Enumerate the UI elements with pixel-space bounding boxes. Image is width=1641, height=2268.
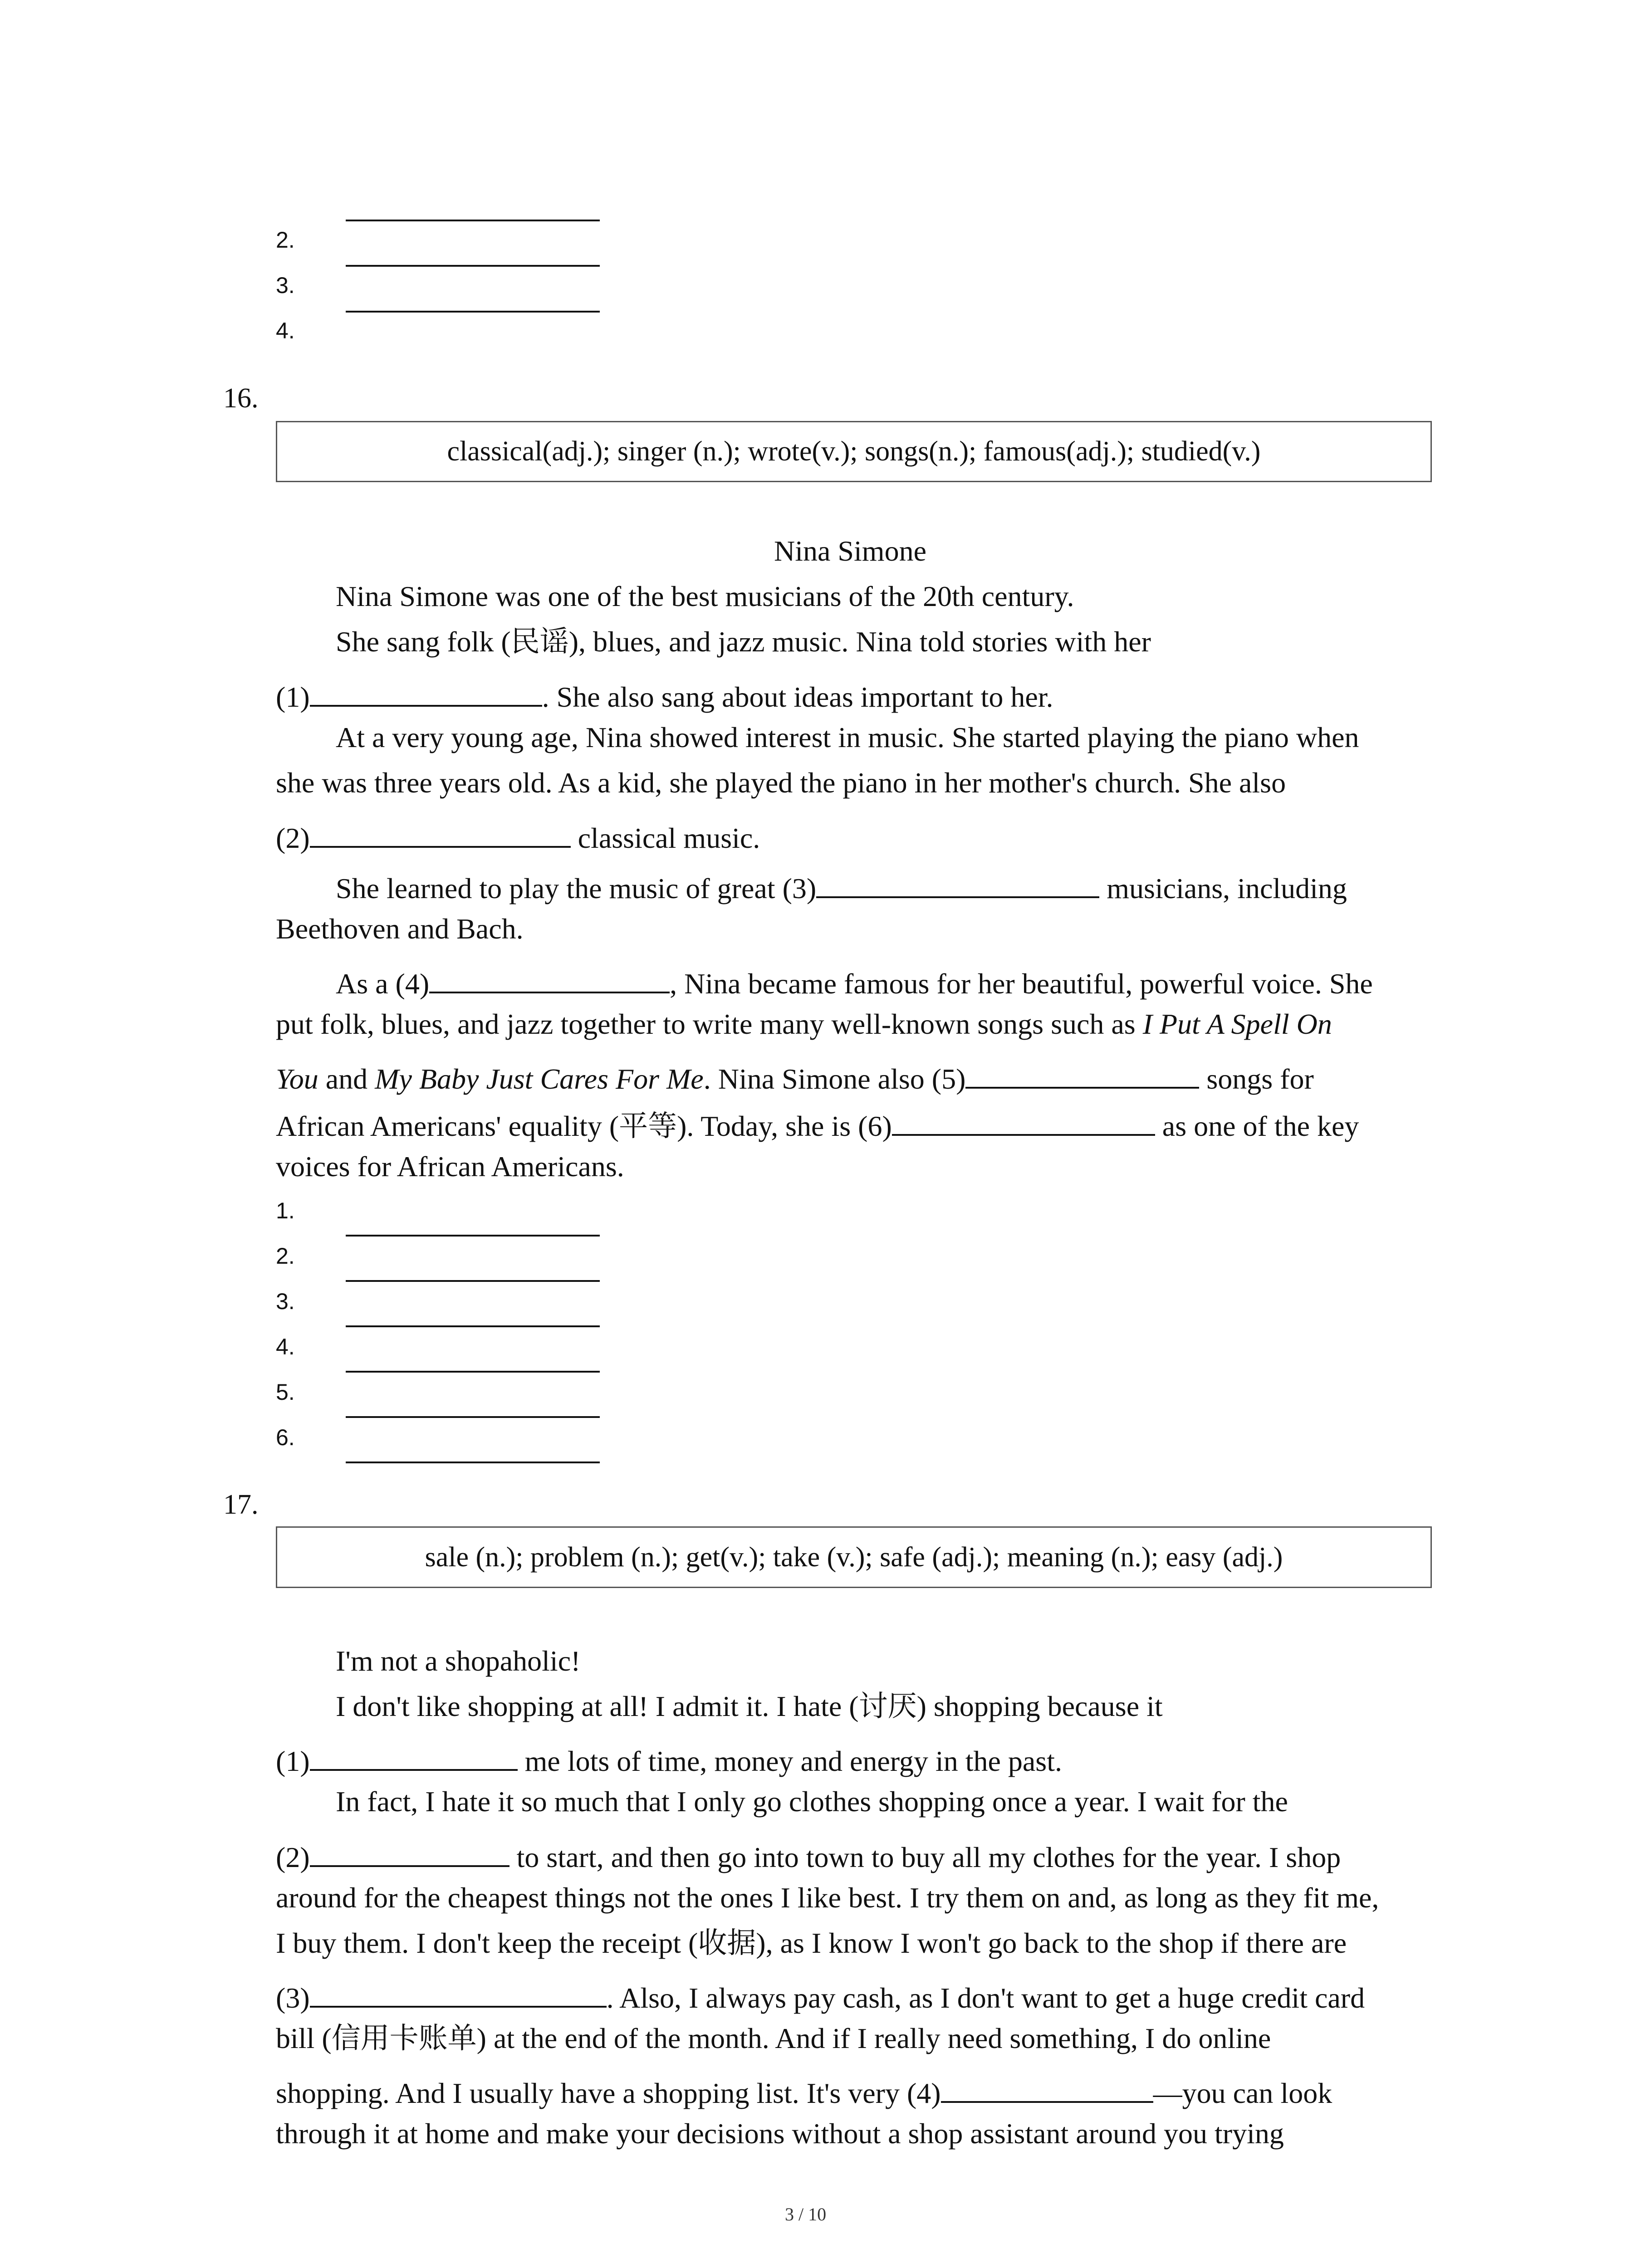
answer-line-top-3[interactable] bbox=[346, 311, 600, 313]
passage-16-line-6: (2) classical music. bbox=[276, 819, 760, 853]
blank-17-1[interactable] bbox=[310, 1742, 518, 1771]
passage-17-line-10: shopping. And I usually have a shopping list. It's very (4) —you can look bbox=[276, 2074, 1332, 2108]
passage-17-line-3: (1) me lots of time, money and energy in the past. bbox=[276, 1742, 1062, 1776]
song-title-1-end: You bbox=[276, 1063, 318, 1095]
answer-line-16-4[interactable] bbox=[346, 1371, 600, 1373]
passage-17-line-2: I don't like shopping at all! I admit it. I hate (讨厌) shopping because it bbox=[336, 1690, 1163, 1722]
blank-16-3[interactable] bbox=[816, 869, 1099, 898]
passage-16-line-7: She learned to play the music of great (3) musicians, including bbox=[336, 869, 1347, 903]
page-number: 3 / 10 bbox=[785, 2204, 827, 2224]
answer-number-16-2: 2. bbox=[276, 1243, 295, 1269]
passage-17-line-5: (2) to start, and then go into town to buy all my clothes for the year. I shop bbox=[276, 1838, 1341, 1872]
passage-16-line-13: voices for African Americans. bbox=[276, 1150, 624, 1183]
answer-number-16-5: 5. bbox=[276, 1379, 295, 1405]
answer-line-16-5[interactable] bbox=[346, 1416, 600, 1418]
passage-17-line-8: (3) . Also, I always pay cash, as I don't want to get a huge credit card bbox=[276, 1979, 1365, 2013]
passage-16-line-9: As a (4) , Nina became famous for her beautiful, powerful voice. She bbox=[336, 964, 1373, 998]
song-title-1: I Put A Spell On bbox=[1142, 1008, 1332, 1040]
answer-number-16-3: 3. bbox=[276, 1289, 295, 1314]
passage-16-line-4: At a very young age, Nina showed interest in music. She started playing the piano when bbox=[336, 721, 1359, 753]
song-title-2: My Baby Just Cares For Me bbox=[375, 1063, 704, 1095]
blank-16-4[interactable] bbox=[429, 964, 670, 993]
passage-17-line-4: In fact, I hate it so much that I only go clothes shopping once a year. I wait for the bbox=[336, 1785, 1288, 1818]
passage-16-line-12: African Americans' equality (平等). Today, she is (6) as one of the key bbox=[276, 1107, 1359, 1141]
passage-17-line-11: through it at home and make your decisions without a shop assistant around you trying bbox=[276, 2117, 1284, 2150]
passage-17-line-1: I'm not a shopaholic! bbox=[336, 1645, 581, 1677]
answer-line-16-2[interactable] bbox=[346, 1280, 600, 1282]
blank-16-1[interactable] bbox=[310, 678, 542, 707]
answer-line-top-2[interactable] bbox=[346, 265, 600, 267]
answer-number-16-6: 6. bbox=[276, 1425, 295, 1450]
blank-17-4[interactable] bbox=[941, 2074, 1153, 2103]
answer-line-16-1[interactable] bbox=[346, 1235, 600, 1237]
passage-17-line-9: bill (信用卡账单) at the end of the month. And if I really need something, I do online bbox=[276, 2022, 1271, 2054]
answer-number-16-4: 4. bbox=[276, 1334, 295, 1359]
answer-number-top-4: 4. bbox=[276, 318, 295, 343]
answer-line-16-6[interactable] bbox=[346, 1461, 600, 1463]
word-box-17-text: sale (n.); problem (n.); get(v.); take (v.); safe (adj.); meaning (n.); easy (adj.) bbox=[425, 1541, 1283, 1573]
question-number-17: 17. bbox=[223, 1489, 259, 1520]
answer-number-16-1: 1. bbox=[276, 1198, 295, 1223]
passage-16-line-3: (1) . She also sang about ideas important to her. bbox=[276, 678, 1053, 712]
passage-16-line-10: put folk, blues, and jazz together to write many well-known songs such as I Put A Spell On bbox=[276, 1008, 1332, 1040]
passage-16-line-5: she was three years old. As a kid, she played the piano in her mother's church. She also bbox=[276, 767, 1286, 799]
answer-number-top-2: 2. bbox=[276, 227, 295, 253]
answer-number-top-3: 3. bbox=[276, 273, 295, 298]
blank-16-2[interactable] bbox=[310, 819, 571, 848]
blank-17-2[interactable] bbox=[310, 1838, 509, 1867]
passage-16-line-11: You and My Baby Just Cares For Me. Nina Simone also (5) songs for bbox=[276, 1060, 1314, 1094]
passage-16-line-8: Beethoven and Bach. bbox=[276, 913, 524, 945]
question-number-16: 16. bbox=[223, 383, 259, 414]
answer-line-top-1[interactable] bbox=[346, 220, 600, 221]
blank-17-3[interactable] bbox=[310, 1979, 607, 2008]
blank-16-5[interactable] bbox=[965, 1060, 1199, 1089]
passage-17-line-7: I buy them. I don't keep the receipt (收据), as I know I won't go back to the shop if there are bbox=[276, 1927, 1347, 1959]
blank-16-6[interactable] bbox=[892, 1107, 1155, 1136]
passage-16-line-1: Nina Simone was one of the best musicians of the 20th century. bbox=[336, 580, 1074, 612]
word-box-16-text: classical(adj.); singer (n.); wrote(v.); songs(n.); famous(adj.); studied(v.) bbox=[447, 436, 1261, 467]
passage-16-line-2: She sang folk (民谣), blues, and jazz music. Nina told stories with her bbox=[336, 626, 1151, 658]
word-box-17 bbox=[276, 1526, 1432, 1588]
word-box-16 bbox=[276, 421, 1432, 482]
passage-17-line-6: around for the cheapest things not the ones I like best. I try them on and, as long as they fit me, bbox=[276, 1882, 1379, 1914]
answer-line-16-3[interactable] bbox=[346, 1325, 600, 1327]
passage-title: Nina Simone bbox=[774, 535, 926, 567]
